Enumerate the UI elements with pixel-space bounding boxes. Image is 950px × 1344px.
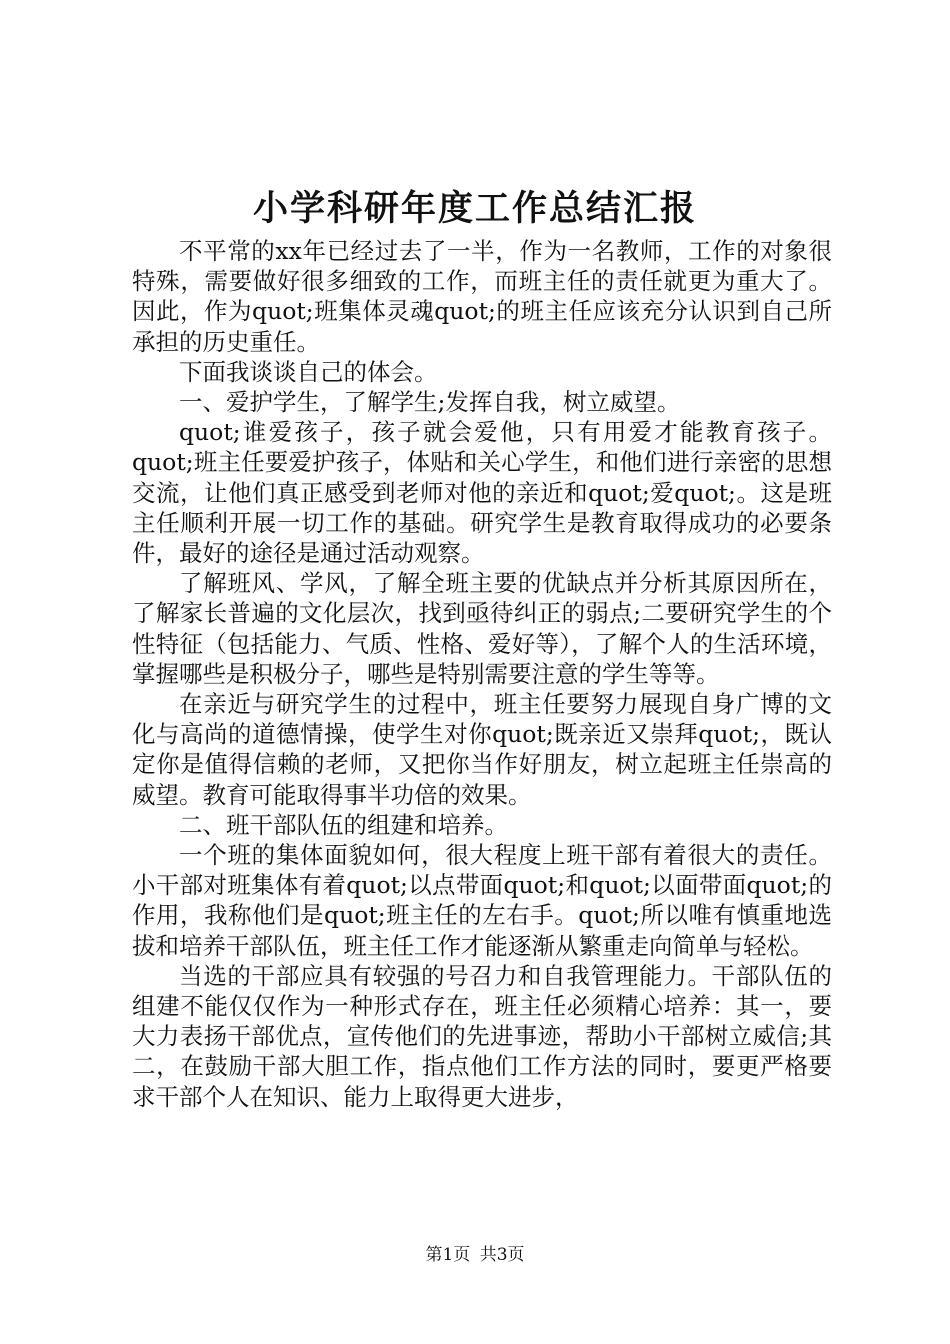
page-footer [0,1244,950,1266]
page-total: 共3页 [479,1245,525,1265]
section-heading: 二、班干部队伍的组建和培养。 [179,810,508,839]
paragraph: 下面我谈谈自己的体会。 [179,357,438,386]
section-heading: 一、爱护学生，了解学生;发挥自我，树立威望。 [179,388,681,417]
page-title: 小学科研年度工作总结汇报 [252,188,697,229]
paragraph: quot;谁爱孩子，孩子就会爱他，只有用爱才能教育孩子。quot;班主任要爱护孩子，体贴和关心学生，和他们进行亲密的思想交流，让他们真正感受到老师对他的亲近和quot;爱quot;。这是班主任顺利开展一切工作的基础。研究学生是教育取得成功的必要条件，最好的途径是通过活动观察。 [132,418,832,568]
paragraph: 一个班的集体面貌如何，很大程度上班干部有着很大的责任。小干部对班集体有着quot;以点带面quot;和quot;以面带面quot;的作用，我称他们是quot;班主任的左右手。quot;所以唯有慎重地选拔和培养干部队伍，班主任工作才能逐渐从繁重走向简单与轻松。 [132,841,832,960]
paragraph: 了解班风、学风，了解全班主要的优缺点并分析其原因所在，了解家长普遍的文化层次，找到亟待纠正的弱点;二要研究学生的个性特征（包括能力、气质、性格、爱好等），了解个人的生活环境，掌握哪些是积极分子，哪些是特别需要注意的学生等等。 [132,569,832,688]
paragraph: 在亲近与研究学生的过程中，班主任要努力展现自身广博的文化与高尚的道德情操，使学生对你quot;既亲近又崇拜quot;，既认定你是值得信赖的老师，又把你当作好朋友，树立起班主任崇高的威望。教育可能取得事半功倍的效果。 [132,690,832,809]
paragraph: 当选的干部应具有较强的号召力和自我管理能力。干部队伍的组建不能仅仅作为一种形式存在，班主任必须精心培养：其一，要大力表扬干部优点，宣传他们的先进事迹，帮助小干部树立威信;其二，在鼓励干部大胆工作，指点他们工作方法的同时，要更严格要求干部个人在知识、能力上取得更大进步， [132,961,832,1111]
page-number: 第1页 [425,1245,471,1265]
paragraph: 不平常的xx年已经过去了一半，作为一名教师，工作的对象很特殊，需要做好很多细致的工作，而班主任的责任就更为重大了。因此，作为quot;班集体灵魂quot;的班主任应该充分认识到自己所承担的历史重任。 [132,237,832,356]
document-body [132,236,832,1112]
